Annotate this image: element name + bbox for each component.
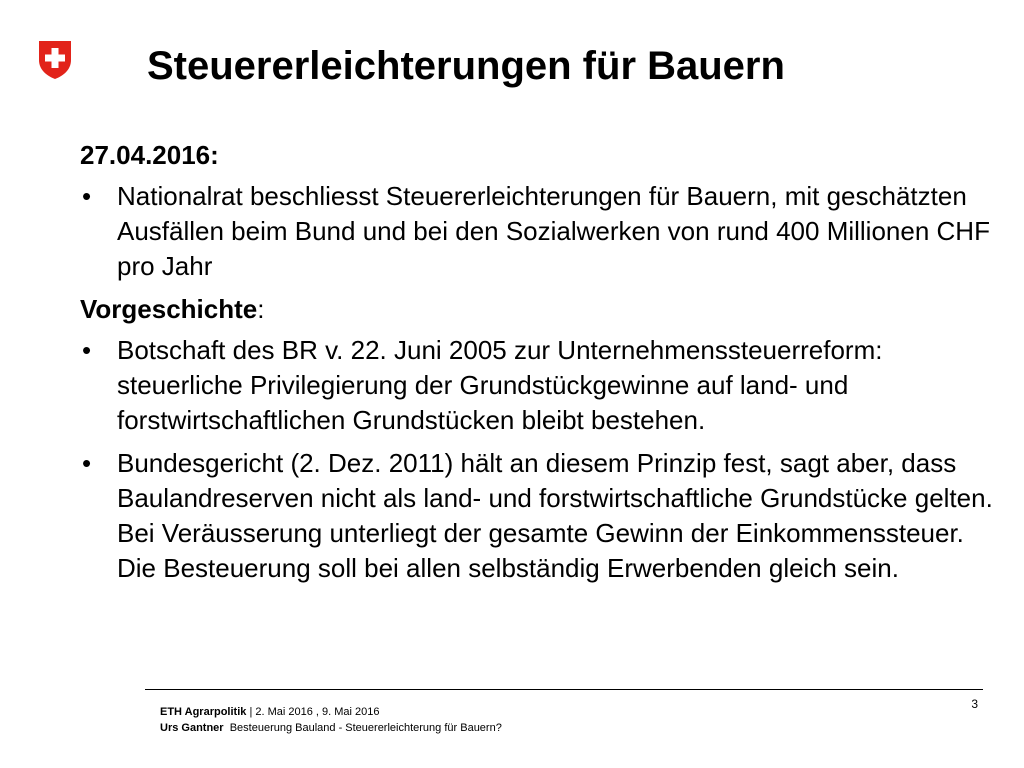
bullet-glyph: • <box>82 335 92 365</box>
bullet-glyph: • <box>82 448 92 478</box>
bullet-text: Bundesgericht (2. Dez. 2011) hält an diesem Prinzip fest, sagt aber, dass Baulandreserven nicht als land- und forstwirtschaftliche Grundstücke gelten. Bei Veräusserung unterliegt der gesamte Gewinn der Einkommenssteuer. Die Besteuerung soll bei allen selbständig Erwerbenden gleich sein. <box>117 448 993 583</box>
bullet-text: Nationalrat beschliesst Steuererleichterungen für Bauern, mit geschätzten Ausfällen beim Bund und bei den Sozialwerken von rund 400 Millionen CHF pro Jahr <box>117 181 990 281</box>
footer-author: Urs Gantner <box>160 722 224 734</box>
bullet-glyph: • <box>82 181 92 211</box>
bullet-item <box>80 179 1010 284</box>
bullet-item <box>80 333 1010 438</box>
footer-dates: 2. Mai 2016 , 9. Mai 2016 <box>255 706 380 718</box>
page-number: 3 <box>971 697 978 711</box>
slide-body <box>80 138 1010 594</box>
footer-line-2 <box>160 720 502 736</box>
history-heading <box>80 292 1010 327</box>
bullet-text: Botschaft des BR v. 22. Juni 2005 zur Unternehmenssteuerreform: steuerliche Privilegierung der Grundstückgewinne auf land- und forstwirtschaftlichen Grundstücken bleibt bestehen. <box>117 335 883 435</box>
swiss-cross-shield-icon <box>38 40 72 80</box>
history-heading-colon: : <box>257 294 265 324</box>
footer <box>160 704 502 736</box>
history-heading-label: Vorgeschichte <box>80 294 258 324</box>
footer-line-1 <box>160 704 502 720</box>
footer-topic: Besteuerung Bauland - Steuererleichterung für Bauern? <box>229 722 502 734</box>
footer-divider <box>145 689 983 690</box>
date-heading: 27.04.2016: <box>80 140 219 170</box>
slide-title: Steuererleichterungen für Bauern <box>147 44 785 88</box>
footer-course: ETH Agrarpolitik <box>160 706 247 718</box>
footer-separator: | <box>246 706 256 718</box>
bullet-item <box>80 446 1010 586</box>
